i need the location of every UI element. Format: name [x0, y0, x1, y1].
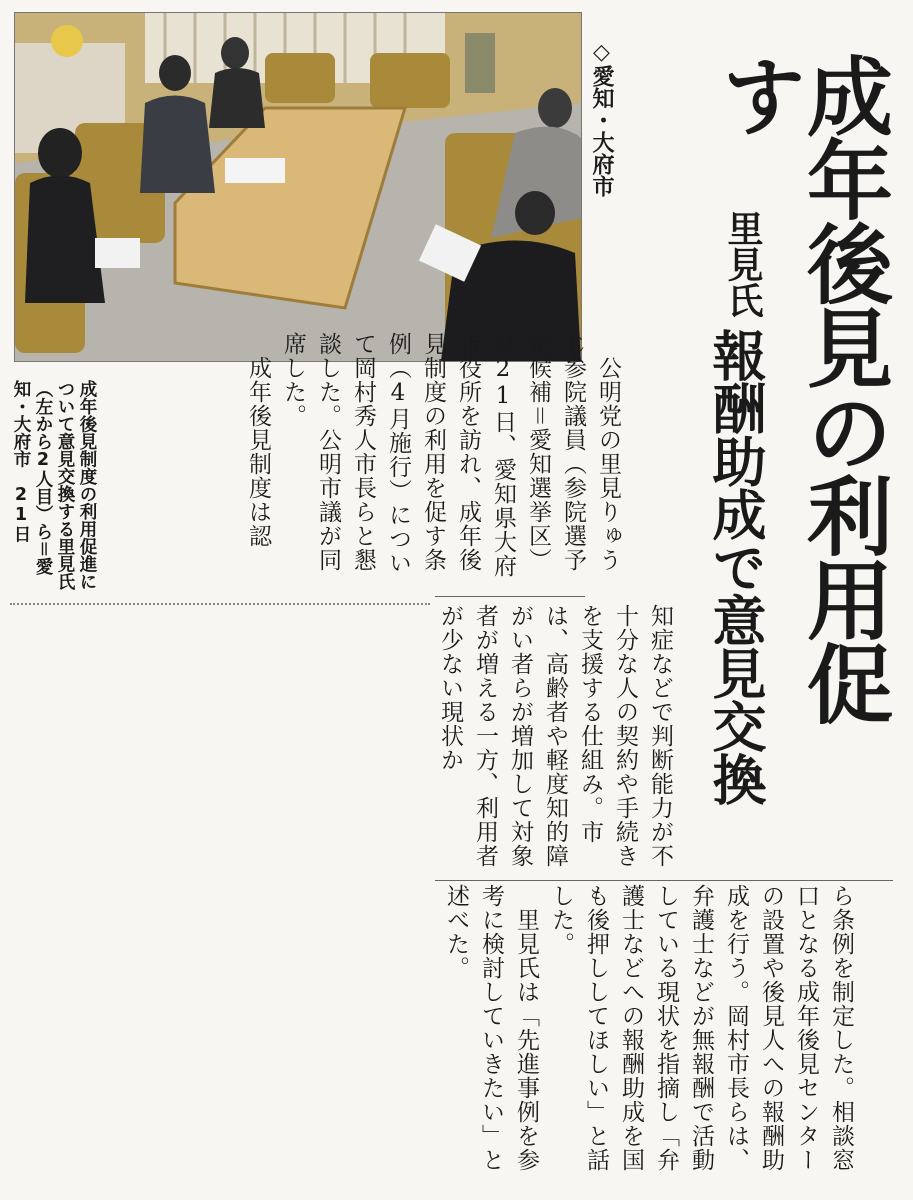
flower-vase	[51, 25, 83, 57]
sofa-back-left	[265, 53, 335, 103]
sofa-back-right	[370, 53, 450, 108]
column-rule-2	[435, 880, 893, 881]
subhead-name: 里見氏	[722, 210, 764, 318]
photo-caption: 成年後見制度の利用促進について意見交換する里見氏（左から2人目）ら＝愛知・大府市 21日	[11, 380, 97, 590]
plant	[465, 33, 495, 93]
person-3-body	[209, 68, 265, 128]
document-sheet-left	[95, 238, 140, 268]
person-3-head	[221, 37, 249, 69]
article-body-1: 公明党の里見りゅうじ参院議員（参院選予定候補＝愛知選挙区）は21日、愛知県大府市役所を訪れ、成年後見制度の利用を促す条例（4月施行）について岡村秀人市長らと懇談した。公明市議が同席した。 成年後見制度は認	[245, 332, 621, 578]
article-body-2: 知症などで判断能力が不十分な人の契約や手続きを支援する仕組み。市は、高齢者や軽度知的障がい者らが増加して対象者が増える一方、利用者が少ない現状か	[437, 604, 673, 868]
person-2-body	[140, 96, 215, 194]
article-body-3: ら条例を制定した。相談窓口となる成年後見センターの設置や後見人への報酬助成を行う。岡村市長らは、弁護士などが無報酬で活動している現状を指摘し「弁護士などへの報酬助成を国も後押ししてほしい」と話した。 里見氏は「先進事例を参考に検討していきたい」と述べた。	[443, 884, 854, 1172]
person-4-head	[538, 88, 572, 128]
person-1-head	[38, 128, 82, 178]
meeting-room-photo	[15, 13, 581, 361]
column-divider-left	[10, 603, 430, 605]
column-rule-1	[435, 596, 585, 597]
subhead-title: 報酬助成で意見交換	[704, 328, 768, 805]
location-tag: ◇愛知・大府市	[589, 40, 614, 197]
person-5-head	[515, 191, 555, 235]
headline: 成年後見の利用促す	[706, 52, 893, 724]
person-2-head	[159, 55, 191, 91]
news-photo	[14, 12, 582, 362]
table-papers	[225, 158, 285, 183]
